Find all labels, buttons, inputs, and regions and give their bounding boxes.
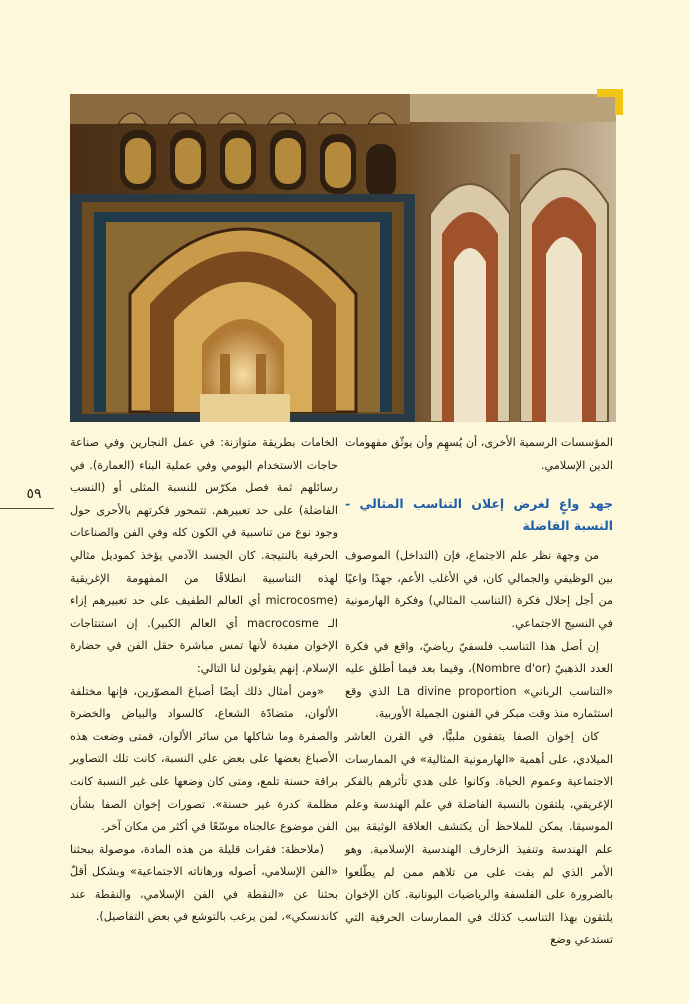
right-column	[345, 432, 613, 952]
right-paragraph-3: إن أصل هذا التناسب فلسفيّ رياضيّ، واقع في فكرة العدد الذهبيّ (Nombre d'or)، وفيما بعد فيما أطلق عليه «التناسب الرباني» La divine proportion الذي وقع استثماره منذ وقت مبكر في الفنون الجميلة الأوربية.	[345, 639, 613, 721]
corner-mark	[597, 89, 623, 115]
left-paragraph-2: «ومن أمثال ذلك أيضًا أصباغ المصوّرين، فإنها مختلفة الألوان، متضادّة الشعاع، كالسواد والبياض والخضرة والصفرة وما شاكلها من سائر الألوان، فمتى وضعت هذه الأصباغ بعضها على بعض على النسبة، كانت تلك التصاوير براقة حسنة تلمع، ومتى كان وضعها على غير النسبة كانت مظلمة كدرة غير حسنة». تصورات إخوان الصفا بشأن الفن موضوع عالجناه موسّعًا في أكثر من مكان آخر.	[70, 684, 338, 834]
section-heading: جهد واعٍ لغرض إعلان التناسب المثالي - النسبة الفاضلة	[345, 496, 613, 534]
right-paragraph-4: كان إخوان الصفا يتفقون ملبيًّا، في القرن العاشر الميلادي، على أهمية «الهارمونية المثالية» في الممارسات الاجتماعية وعموم الحياة. وكانوا على هدي تأثرهم بالفكر الإغريقي، يلتقون بالنسبة الفاضلة في علم الهندسة وعلم الموسيقا. يمكن للملاحظ أن يكتشف العلاقة الوثيقة بين علم الهندسة وتنفيذ الزخارف الهندسية الإسلامية. وهو الأمر الذي لم يفت على من تلاهم ممن لم يطّلعوا بالضرورة على الفلسفة والرياضيات اليونانية. كان الإخوان يلتقون بهذا التناسب كذلك في الممارسات الحرفية التي تستدعي وضع	[345, 729, 613, 947]
right-paragraph-1: المؤسسات الرسمية الأخرى، أن يُسهِم وأن يوثّق مفهومات الدين الإسلامي.	[345, 436, 613, 472]
accent-corner	[597, 89, 623, 115]
page-number-rule	[0, 508, 54, 509]
left-paragraph-1: الخامات بطريقة متوازنة: في عمل النجارين وفي صناعة حاجات الاستخدام اليومي وفي عملية البناء (العمارة). في رسائلهم ثمة فصل مكرّس للنسبة المثلى أو (النسب الفاضلة) على حد تعبيرهم. تتمحور فكرتهم بالأحرى حول وجود نوع من تناسبية في الكون كله وفي الفن والصناعات الحرفية بالنتيجة. كان الجسد الآدمي يؤخذ كموديل مثالي لهذه التناسبية انطلاقًا من المفهومة الإغريقية (microcosme أي العالم الطفيف على حد تعبيرهم إزاء الـ macrocosme أي العالم الكبير). إن استنتاجات الإخوان مفيدة لأنها تمس مباشرة حقل الفن في حضارة الإسلام. إنهم يقولون لنا التالي:	[70, 436, 338, 675]
mihrab-photo	[70, 94, 616, 422]
page-number: ٥٩	[26, 486, 42, 502]
right-paragraph-2: من وجهة نظر علم الاجتماع، فإن (التداخل) الموصوف بين الوظيفي والجمالي كان، في الأغلب الأعم، جهدًا واعيًا من أجل إحلال فكرة (التناسب المثالي) وفكرة الهارمونية في النسيج الاجتماعي.	[345, 549, 613, 630]
left-paragraph-3: (ملاحظة: فقرات قليلة من هذه المادة، موصولة ببحثنا «الفن الإسلامي، أصوله ورهاناته الاجتماعية» وبشكل أقلّ بحثنا عن «النقطة في الفن الإسلامي، والنقطة عند كاندنسكي»، لمن يرغب بالتوشع في بعض التفاصيل).	[70, 842, 338, 924]
left-column	[70, 432, 338, 929]
mihrab-illustration	[70, 94, 616, 422]
